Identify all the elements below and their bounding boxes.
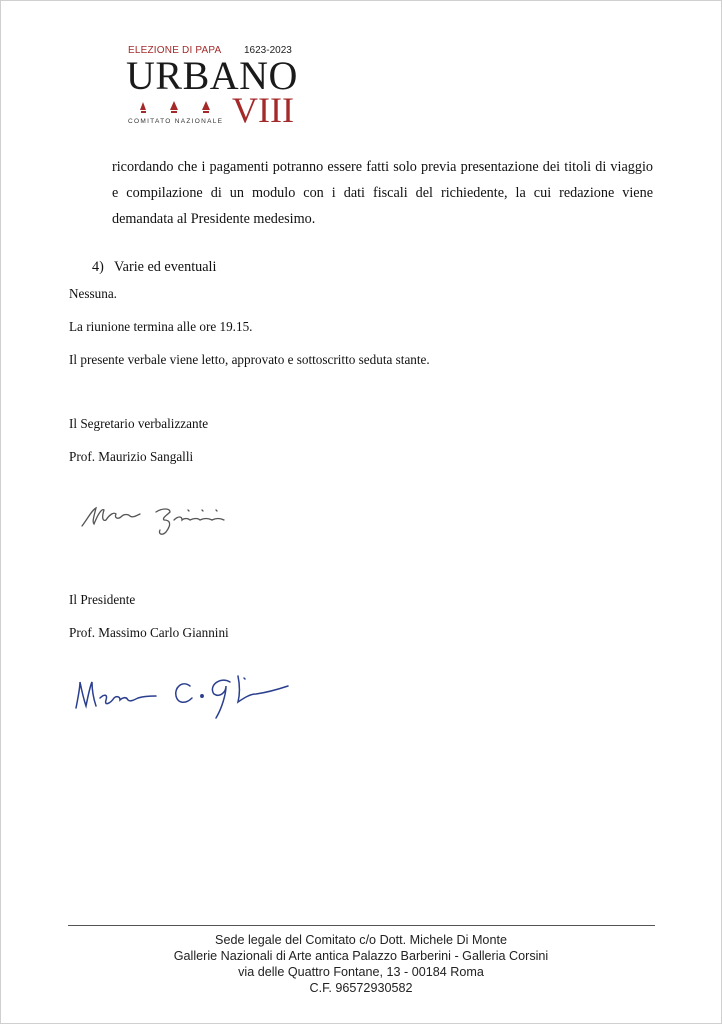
footer-line-address: Sede legale del Comitato c/o Dott. Michele Di Monte [215, 933, 507, 947]
committee-logo [126, 42, 316, 132]
footer-line-gallery: Gallerie Nazionali di Arte antica Palazzo Barberini - Galleria Corsini [173, 949, 549, 963]
footer [0, 932, 722, 996]
logo-subtitle: COMITATO NAZIONALE [128, 118, 224, 125]
logo-years: 1623-2023 [244, 45, 292, 56]
logo-election-label: ELEZIONE DI PAPA [128, 45, 222, 56]
footer-divider [68, 925, 655, 926]
tiara-icon [140, 101, 210, 113]
agenda-item-number: 4) [92, 259, 104, 275]
footer-line-tax-code: C.F. 96572930582 [309, 981, 413, 995]
secretary-name: Prof. Maurizio Sangalli [69, 449, 194, 464]
tiara-icons [136, 100, 231, 114]
logo-numeral: VIII [232, 90, 294, 130]
agenda-item-title: Varie ed eventuali [114, 259, 217, 275]
agenda-item-4 [92, 259, 216, 276]
president-signature [70, 664, 295, 724]
logo-name: URBANO [126, 53, 298, 98]
closing-time: La riunione termina alle ore 19.15. [69, 319, 253, 334]
president-role: Il Presidente [69, 592, 136, 607]
president-name: Prof. Massimo Carlo Giannini [69, 625, 229, 640]
secretary-signature [78, 498, 248, 546]
footer-line-street: via delle Quattro Fontane, 13 - 00184 Roma [238, 965, 484, 979]
approval-statement: Il presente verbale viene letto, approvato e sottoscritto seduta stante. [69, 352, 430, 367]
secretary-role: Il Segretario verbalizzante [69, 416, 209, 431]
continuation-paragraph: ricordando che i pagamenti potranno essere fatti solo previa presentazione dei titoli di viaggio e compilazione di un modulo con i dati fiscali del richiedente, la cui redazione viene demandata al Presidente medesimo. [112, 159, 653, 227]
item4-text: Nessuna. [69, 286, 117, 301]
